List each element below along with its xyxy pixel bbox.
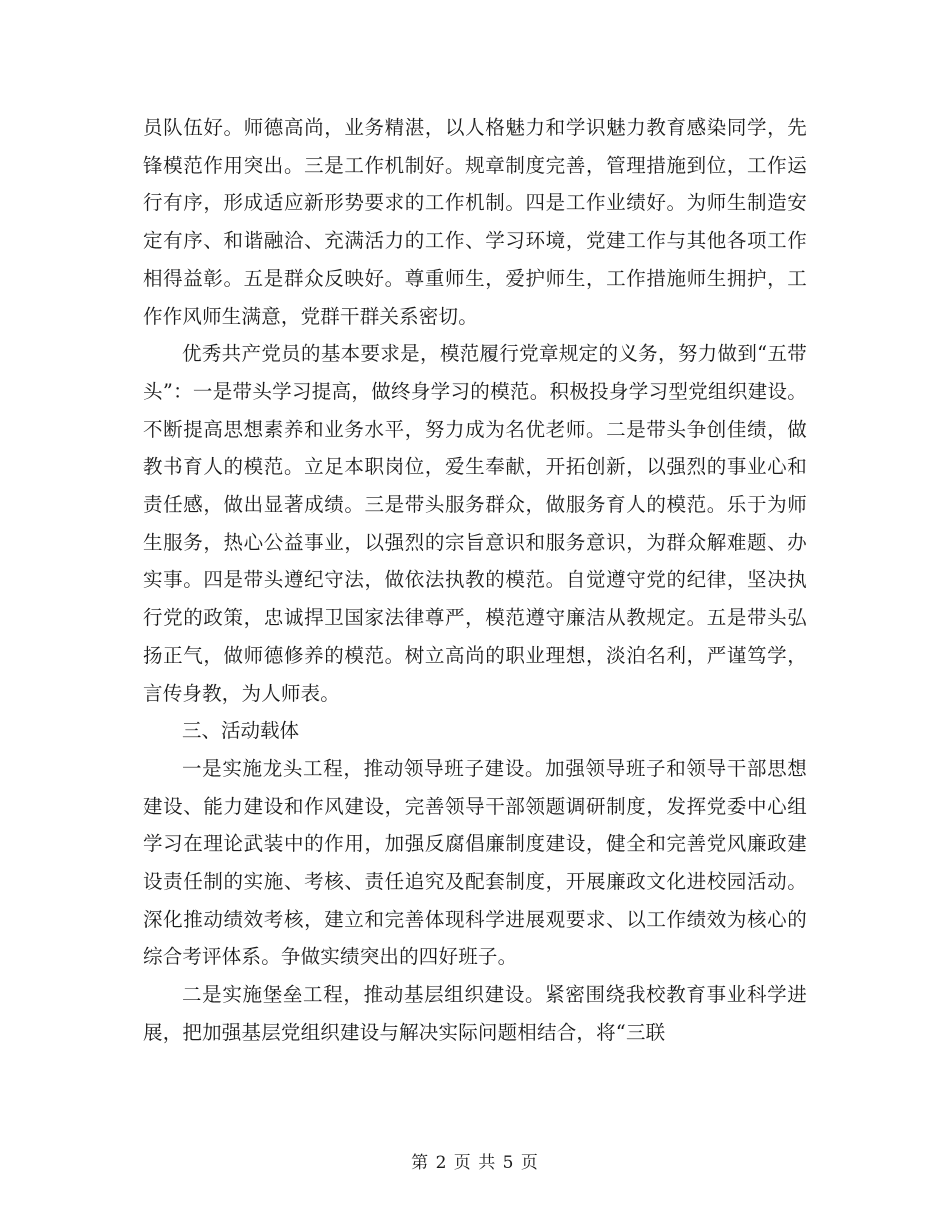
paragraph-1: 员队伍好。师德高尚，业务精湛，以人格魅力和学识魅力教育感染同学，先锋模范作用突出。三是工作机制好。规章制度完善，管理措施到位，工作运行有序，形成适应新形势要求的工作机制。四是工作业绩好。为师生制造安定有序、和谐融洽、充满活力的工作、学习环境，党建工作与其他各项工作相得益彰。五是群众反映好。尊重师生，爱护师生，工作措施师生拥护，工作作风师生满意，党群干群关系密切。 bbox=[143, 116, 807, 328]
document-body bbox=[143, 109, 807, 1052]
section-heading: 三、活动载体 bbox=[182, 719, 300, 743]
paragraph-4: 二是实施堡垒工程，推动基层组织建设。紧密围绕我校教育事业科学进展，把加强基层党组织建设与解决实际问题相结合，将“三联 bbox=[143, 983, 807, 1044]
paragraph-2: 优秀共产党员的基本要求是，模范履行党章规定的义务，努力做到“五带头”：一是带头学习提高，做终身学习的模范。积极投身学习型党组织建设。不断提高思想素养和业务水平，努力成为名优老师。二是带头争创佳绩，做教书育人的模范。立足本职岗位，爱生奉献，开拓创新，以强烈的事业心和责任感，做出显著成绩。三是带头服务群众，做服务育人的模范。乐于为师生服务，热心公益事业，以强烈的宗旨意识和服务意识，为群众解难题、办实事。四是带头遵纪守法，做依法执教的模范。自觉遵守党的纪律，坚决执行党的政策，忠诚捍卫国家法律尊严，模范遵守廉洁从教规定。五是带头弘扬正气，做师德修养的模范。树立高尚的职业理想，淡泊名利，严谨笃学，言传身教，为人师表。 bbox=[143, 342, 807, 705]
page-footer: 第 2 页 共 5 页 bbox=[411, 1153, 539, 1173]
paragraph-3: 一是实施龙头工程，推动领导班子建设。加强领导班子和领导干部思想建设、能力建设和作风建设，完善领导干部领题调研制度，发挥党委中心组学习在理论武装中的作用，加强反腐倡廉制度建设，健全和完善党风廉政建设责任制的实施、考核、责任追究及配套制度，开展廉政文化进校园活动。深化推动绩效考核，建立和完善体现科学进展观要求、以工作绩效为核心的综合考评体系。争做实绩突出的四好班子。 bbox=[143, 756, 807, 969]
